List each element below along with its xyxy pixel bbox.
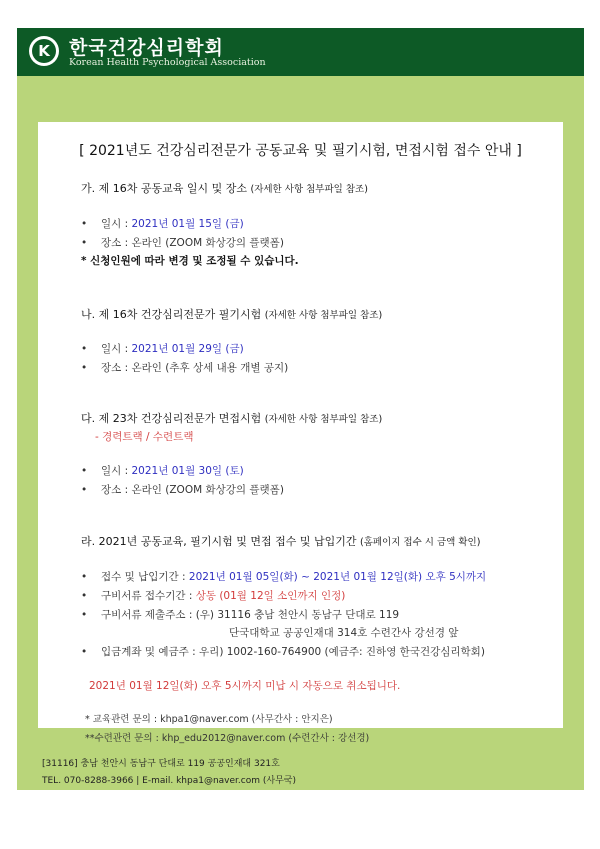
section-d-title: 라. 2021년 공동교육, 필기시험 및 면접 접수 및 납입기간 xyxy=(81,535,357,548)
section-c-place xyxy=(81,482,284,497)
section-d-address-2: 단국대학교 공공인재대 314호 수련간사 강선경 앞 xyxy=(229,627,459,639)
section-a-heading xyxy=(81,180,368,196)
section-c-tracks: - 경력트랙 / 수련트랙 xyxy=(95,431,194,443)
date-label: 일시 : xyxy=(101,218,132,230)
section-c-title: 다. 제 23차 건강심리전문가 면접시험 xyxy=(81,412,262,425)
place-text: 장소 : 온라인 (추후 상세 내용 개별 공지) xyxy=(101,362,289,374)
section-d-period xyxy=(81,569,486,584)
section-c-note: (자세한 사항 첨부파일 참조) xyxy=(264,414,383,425)
place-text: 장소 : 온라인 (ZOOM 화상강의 플랫폼) xyxy=(101,237,284,249)
section-d-address xyxy=(81,607,399,622)
cancel-notice: 2021년 01월 12일(화) 오후 5시까지 미납 시 자동으로 취소됩니다. xyxy=(89,680,401,692)
bullet-icon: • xyxy=(81,590,88,602)
section-a-note: (자세한 사항 첨부파일 참조) xyxy=(250,184,368,195)
address-line1: 구비서류 제출주소 : (우) 31116 충남 천안시 동남구 단대로 119 xyxy=(101,609,400,621)
account-text: 입금계좌 및 예금주 : 우리) 1002-160-764900 (예금주: 진하영 한국건강심리학회) xyxy=(101,646,485,658)
contact-edu: * 교육관련 문의 : khpa1@naver.com (사무간사 : 안지은) xyxy=(85,714,333,725)
section-a-title: 가. 제 16차 공동교육 일시 및 장소 xyxy=(81,182,247,195)
content-panel xyxy=(38,122,563,728)
section-b-date xyxy=(81,341,244,356)
org-name: 한국건강심리학회 xyxy=(69,37,224,59)
bullet-icon: • xyxy=(81,343,88,355)
section-b-note: (자세한 사항 첨부파일 참조) xyxy=(264,310,383,321)
date-value: 2021년 01월 29일 (금) xyxy=(131,343,244,355)
period-label: 접수 및 납입기간 : xyxy=(101,571,189,583)
header-band xyxy=(17,76,584,122)
section-d-docs xyxy=(81,588,345,603)
section-b-place xyxy=(81,360,288,375)
section-c-date xyxy=(81,463,244,478)
org-name-en: Korean Health Psychological Association xyxy=(69,57,266,68)
section-d-note: (홈페이지 접수 시 금액 확인) xyxy=(359,537,481,548)
period-value: 2021년 01월 05일(화) ~ 2021년 01월 12일(화) 오후 5시까지 xyxy=(188,571,487,583)
bullet-icon: • xyxy=(81,362,88,374)
date-value: 2021년 01월 30일 (토) xyxy=(131,465,244,477)
bullet-icon: • xyxy=(81,484,88,496)
docs-value: 상동 (01월 12일 소인까지 인정) xyxy=(195,590,346,602)
bullet-icon: • xyxy=(81,609,88,621)
document-frame xyxy=(17,28,584,790)
bullet-icon: • xyxy=(81,465,88,477)
date-label: 일시 : xyxy=(101,465,132,477)
date-label: 일시 : xyxy=(101,343,132,355)
logo-icon xyxy=(29,36,59,66)
section-a-place xyxy=(81,235,284,250)
section-d-account xyxy=(81,644,485,659)
footer-address: [31116] 충남 천안시 동남구 단대로 119 공공인재대 321호 xyxy=(42,759,280,769)
section-a-date xyxy=(81,216,244,231)
bullet-icon: • xyxy=(81,237,88,249)
footer-contact: TEL. 070-8288-3966 | E-mail. khpa1@naver.com (사무국) xyxy=(42,776,296,786)
docs-label: 구비서류 접수기간 : xyxy=(101,590,196,602)
section-a-warning: * 신청인원에 따라 변경 및 조정될 수 있습니다. xyxy=(81,255,299,267)
section-b-title: 나. 제 16차 건강심리전문가 필기시험 xyxy=(81,308,262,321)
bullet-icon: • xyxy=(81,571,88,583)
page-title: [ 2021년도 건강심리전문가 공동교육 및 필기시험, 면접시험 접수 안내 ] xyxy=(79,143,522,159)
bullet-icon: • xyxy=(81,218,88,230)
section-b-heading xyxy=(81,306,382,322)
contact-training: **수련관련 문의 : khp_edu2012@naver.com (수련간사 : 강선경) xyxy=(85,733,370,744)
date-value: 2021년 01월 15일 (금) xyxy=(131,218,244,230)
section-d-heading xyxy=(81,533,480,549)
header-banner xyxy=(17,28,584,76)
place-text: 장소 : 온라인 (ZOOM 화상강의 플랫폼) xyxy=(101,484,284,496)
logo-letter: K xyxy=(32,39,56,63)
bullet-icon: • xyxy=(81,646,88,658)
section-c-heading xyxy=(81,410,382,426)
